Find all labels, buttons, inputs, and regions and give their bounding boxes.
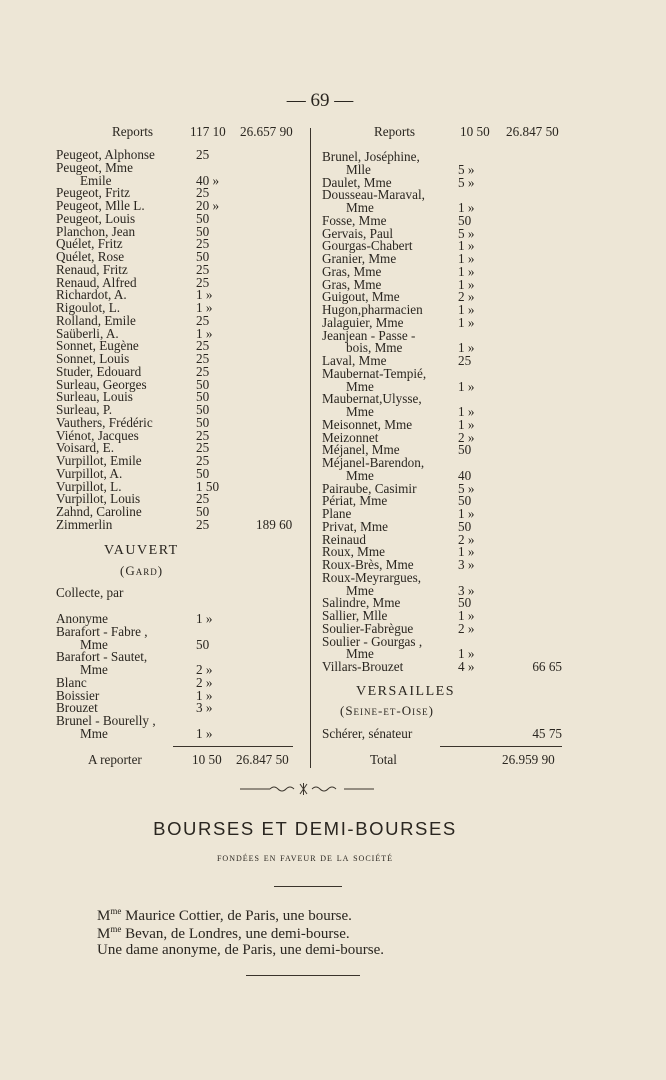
donor-name: Jeanjean - Passe -: [322, 327, 416, 343]
donor-name: Mme: [346, 582, 374, 598]
donor-amount: 50: [196, 249, 210, 264]
donor-name: Surleau, Georges: [56, 376, 147, 392]
donor-name: Rolland, Emile: [56, 312, 136, 328]
donor-name: Sallier, Mlle: [322, 608, 388, 623]
bourse-line-3: [97, 942, 384, 959]
donor-amount: 1 »: [196, 300, 213, 315]
donor-amount: 2 »: [458, 429, 475, 445]
donor-amount: 50: [458, 595, 472, 611]
donor-amount: 2 »: [196, 662, 213, 677]
donor-name: Peugeot, Louis: [56, 210, 136, 226]
donor-name: Reinaud: [322, 531, 366, 547]
donor-name: Gourgas-Chabert: [322, 238, 413, 254]
donor-amount: 25: [196, 261, 210, 277]
bourse-line-2-text: Bevan, de Londres, une demi-bourse.: [121, 926, 350, 942]
page-number: — 69 —: [286, 90, 354, 111]
donor-amount: 25: [458, 353, 472, 368]
right-header-amount2: 26.847 50: [506, 124, 559, 139]
donor-name: Mme: [80, 662, 108, 677]
donor-name: Soulier - Gourgas ,: [322, 633, 423, 649]
bourses-subtitle: fondées en faveur de la société: [216, 852, 393, 864]
list-item: [56, 664, 301, 677]
donor-amount: 3 »: [458, 582, 475, 598]
donor-name: Viénot, Jacques: [56, 427, 139, 443]
donor-name: Peugeot, Fritz: [56, 185, 130, 201]
donor-amount: 5 »: [458, 161, 475, 177]
donor-name: Peugeot, Mlle L.: [56, 198, 145, 213]
donor-amount: 2 »: [458, 531, 475, 547]
donor-name: Méjanel-Barendon,: [322, 455, 425, 470]
donor-amount: 50: [196, 389, 210, 405]
left-header-label: Reports: [112, 124, 154, 139]
left-section-subtitle: (Gard): [120, 563, 164, 578]
donor-name: Renaud, Alfred: [56, 274, 137, 290]
donor-name: Studer, Edouard: [56, 363, 142, 379]
right-footer-label: Total: [370, 752, 397, 767]
donor-amount: 40: [458, 467, 472, 483]
left-section-title: VAUVERT: [104, 543, 179, 558]
senator-name: Schérer, sénateur: [322, 726, 413, 741]
donor-amount: 50: [196, 223, 210, 239]
donor-name: Meizonnet: [322, 429, 379, 445]
right-sum-line: [440, 746, 562, 747]
donor-name: Méjanel, Mme: [322, 442, 400, 458]
bourse-line-1-sup: me: [110, 906, 122, 916]
donor-name: Pairaube, Casimir: [322, 480, 417, 496]
donor-amount: 1 »: [458, 416, 475, 432]
donor-name: Brouzet: [56, 700, 98, 716]
donor-name: Saüberli, A.: [56, 325, 119, 341]
bourse-line-2-sup: me: [110, 924, 122, 934]
donor-name: Maubernat,Ulysse,: [322, 391, 422, 407]
donor-amount: 1 »: [196, 287, 213, 303]
donor-amount: 50: [196, 636, 210, 652]
donor-name: Richardot, A.: [56, 287, 127, 303]
donor-name: Jalaguier, Mme: [322, 314, 404, 330]
donor-amount: 4 »: [458, 659, 475, 674]
donor-amount: 25: [196, 453, 210, 468]
right-header-label: Reports: [374, 124, 416, 139]
donor-amount: 50: [196, 414, 210, 430]
donor-name: Anonyme: [56, 611, 109, 626]
donor-name: Hugon,pharmacien: [322, 302, 423, 317]
donor-amount: 25: [196, 363, 210, 379]
donor-amount: 25: [196, 516, 210, 532]
donor-name: Mme: [346, 404, 374, 419]
left-footer-amount1: 10 50: [192, 752, 222, 767]
bourse-line-3-text: Une dame anonyme, de Paris, une demi-bourse.: [97, 942, 384, 958]
donor-name: Boissier: [56, 687, 100, 703]
donor-amount: 1 »: [458, 314, 475, 330]
donor-amount: 1 »: [458, 200, 475, 215]
subtotal-amount: 189 60: [256, 516, 293, 532]
donor-name: Barafort - Sautet,: [56, 649, 148, 665]
donor-amount: 1 »: [458, 251, 475, 266]
bourse-line-2-prefix: M: [97, 926, 111, 942]
donor-name: Peugeot, Mme: [56, 159, 133, 175]
donor-amount: 50: [458, 212, 472, 228]
donor-amount: 1 »: [458, 544, 475, 560]
donor-name: Mme: [346, 467, 374, 483]
donor-amount: 1 »: [196, 611, 213, 626]
senator-amount: 45 75: [532, 726, 562, 741]
donor-name: Meisonnet, Mme: [322, 416, 413, 432]
donor-name: Roux-Brès, Mme: [322, 557, 414, 572]
left-sum-line: [173, 746, 293, 747]
donor-amount: 50: [196, 376, 210, 392]
donor-name: bois, Mme: [346, 340, 403, 356]
donor-amount: 1 »: [458, 276, 475, 292]
donor-amount: 1 »: [458, 340, 475, 356]
donor-name: Dousseau-Maraval,: [322, 187, 425, 203]
donor-amount: 1 »: [458, 404, 475, 419]
left-vauvert-list: [56, 613, 301, 741]
donor-amount: 1 »: [458, 238, 475, 254]
donor-amount: 25: [196, 312, 210, 328]
list-item: [322, 495, 572, 508]
donor-amount: 5 »: [458, 480, 475, 496]
donor-name: Privat, Mme: [322, 518, 388, 534]
left-header-amount2: 26.657 90: [240, 124, 293, 139]
bourse-line-1-prefix: M: [97, 908, 111, 924]
donor-name: Mme: [346, 200, 374, 215]
donor-amount: 5 »: [458, 225, 475, 241]
bourses-rule-top: [274, 886, 342, 887]
donor-name: Surleau, Louis: [56, 389, 133, 405]
bourse-line-1-text: Maurice Cottier, de Paris, une bourse.: [121, 908, 352, 924]
donor-name: Fosse, Mme: [322, 212, 387, 228]
donor-amount: 1 »: [196, 687, 213, 703]
donor-name: Mme: [80, 725, 108, 741]
donor-name: Plane: [322, 506, 352, 521]
donor-name: Roux, Mme: [322, 544, 386, 560]
donor-name: Vurpillot, Emile: [56, 453, 142, 468]
donor-name: Quélet, Fritz: [56, 236, 123, 252]
list-item: [56, 725, 301, 741]
donor-name: Maubernat-Tempié,: [322, 365, 427, 381]
donor-name: Granier, Mme: [322, 251, 397, 266]
donor-amount: 2 »: [196, 674, 213, 690]
donor-name: Zimmerlin: [56, 516, 113, 532]
donor-name: Mme: [346, 646, 374, 662]
donor-name: Emile: [80, 172, 112, 188]
donor-name: Gervais, Paul: [322, 225, 394, 241]
collecte-label: Collecte, par: [56, 585, 124, 600]
right-section-subtitle: (Seine-et-Oise): [340, 703, 434, 718]
right-donor-list: [322, 151, 572, 674]
donor-name: Vurpillot, Louis: [56, 491, 141, 507]
donor-amount: 25: [196, 236, 210, 252]
donor-amount: 25: [196, 274, 210, 290]
donor-amount: 25: [196, 491, 210, 507]
senator-row: [322, 728, 572, 741]
donor-name: Daulet, Mme: [322, 174, 392, 190]
subtotal-amount: 66 65: [532, 659, 562, 674]
donor-name: Peugeot, Alphonse: [56, 147, 155, 162]
right-footer-amount2: 26.959 90: [502, 752, 555, 767]
donor-name: Mme: [346, 378, 374, 394]
left-footer-label: A reporter: [88, 752, 142, 767]
donor-name: Laval, Mme: [322, 353, 387, 368]
donor-amount: 50: [458, 493, 472, 509]
left-header-amount1: 117 10: [190, 124, 226, 139]
donor-name: Zahnd, Caroline: [56, 504, 142, 519]
donor-name: Villars-Brouzet: [322, 659, 404, 674]
donor-name: Barafort - Fabre ,: [56, 623, 148, 639]
donor-amount: 1 »: [196, 725, 213, 741]
list-item: [56, 516, 301, 532]
donor-amount: 50: [196, 465, 210, 481]
ornament-divider: [240, 782, 374, 796]
right-header-amount1: 10 50: [460, 124, 490, 139]
donor-name: Sonnet, Louis: [56, 351, 130, 366]
donor-name: Soulier-Fabrègue: [322, 620, 414, 636]
donor-name: Renaud, Fritz: [56, 261, 128, 277]
right-section-title: VERSAILLES: [356, 684, 455, 699]
donor-amount: 1 »: [458, 263, 475, 279]
list-item: [322, 661, 572, 674]
donor-amount: 2 »: [458, 289, 475, 305]
donor-amount: 25: [196, 440, 210, 456]
donor-amount: 3 »: [458, 557, 475, 572]
donor-amount: 50: [196, 504, 210, 519]
donor-name: Vurpillot, L.: [56, 478, 122, 494]
donor-amount: 1 »: [458, 302, 475, 317]
donor-amount: 25: [196, 147, 210, 162]
donor-name: Planchon, Jean: [56, 223, 136, 239]
bourses-title: BOURSES ET DEMI-BOURSES: [153, 818, 457, 839]
donor-name: Gras, Mme: [322, 263, 382, 279]
donor-name: Brunel, Joséphine,: [322, 149, 420, 164]
donor-name: Brunel - Bourelly ,: [56, 713, 156, 728]
donor-name: Blanc: [56, 674, 87, 690]
donor-amount: 50: [196, 402, 210, 417]
donor-name: Quélet, Rose: [56, 249, 125, 264]
donor-amount: 1 »: [458, 506, 475, 521]
donor-amount: 25: [196, 427, 210, 443]
donor-name: Mlle: [346, 161, 371, 177]
donor-name: Voisard, E.: [56, 440, 114, 456]
bourse-line-2: [97, 924, 350, 943]
donor-name: Mme: [80, 636, 108, 652]
donor-name: Rigoulot, L.: [56, 300, 121, 315]
left-donor-list: [56, 149, 301, 532]
donor-amount: 50: [196, 210, 210, 226]
donor-amount: 3 »: [196, 700, 213, 716]
donor-name: Gras, Mme: [322, 276, 382, 292]
donor-name: Guigout, Mme: [322, 289, 400, 305]
donor-amount: 25: [196, 351, 210, 366]
bourse-line-1: [97, 906, 352, 925]
donor-amount: 2 »: [458, 620, 475, 636]
donor-amount: 1 »: [458, 378, 475, 394]
donor-amount: 1 50: [196, 478, 220, 494]
donor-amount: 1 »: [458, 646, 475, 662]
donor-amount: 25: [196, 185, 210, 201]
donor-amount: 50: [458, 518, 472, 534]
donor-name: Surleau, P.: [56, 402, 113, 417]
donor-amount: 1 »: [196, 325, 213, 341]
donor-name: Vurpillot, A.: [56, 465, 123, 481]
donor-name: Salindre, Mme: [322, 595, 401, 611]
donor-name: Roux-Meyrargues,: [322, 569, 422, 585]
column-divider: [310, 128, 311, 768]
donor-name: Sonnet, Eugène: [56, 338, 139, 354]
bourses-rule-bottom: [246, 975, 360, 976]
donor-amount: 25: [196, 338, 210, 354]
left-footer-amount2: 26.847 50: [236, 752, 289, 767]
donor-amount: 5 »: [458, 174, 475, 190]
donor-name: Vauthers, Frédéric: [56, 414, 153, 430]
donor-amount: 40 »: [196, 172, 220, 188]
donor-amount: 1 »: [458, 608, 475, 623]
donor-amount: 50: [458, 442, 472, 458]
donor-name: Périat, Mme: [322, 493, 388, 509]
donor-amount: 20 »: [196, 198, 220, 213]
